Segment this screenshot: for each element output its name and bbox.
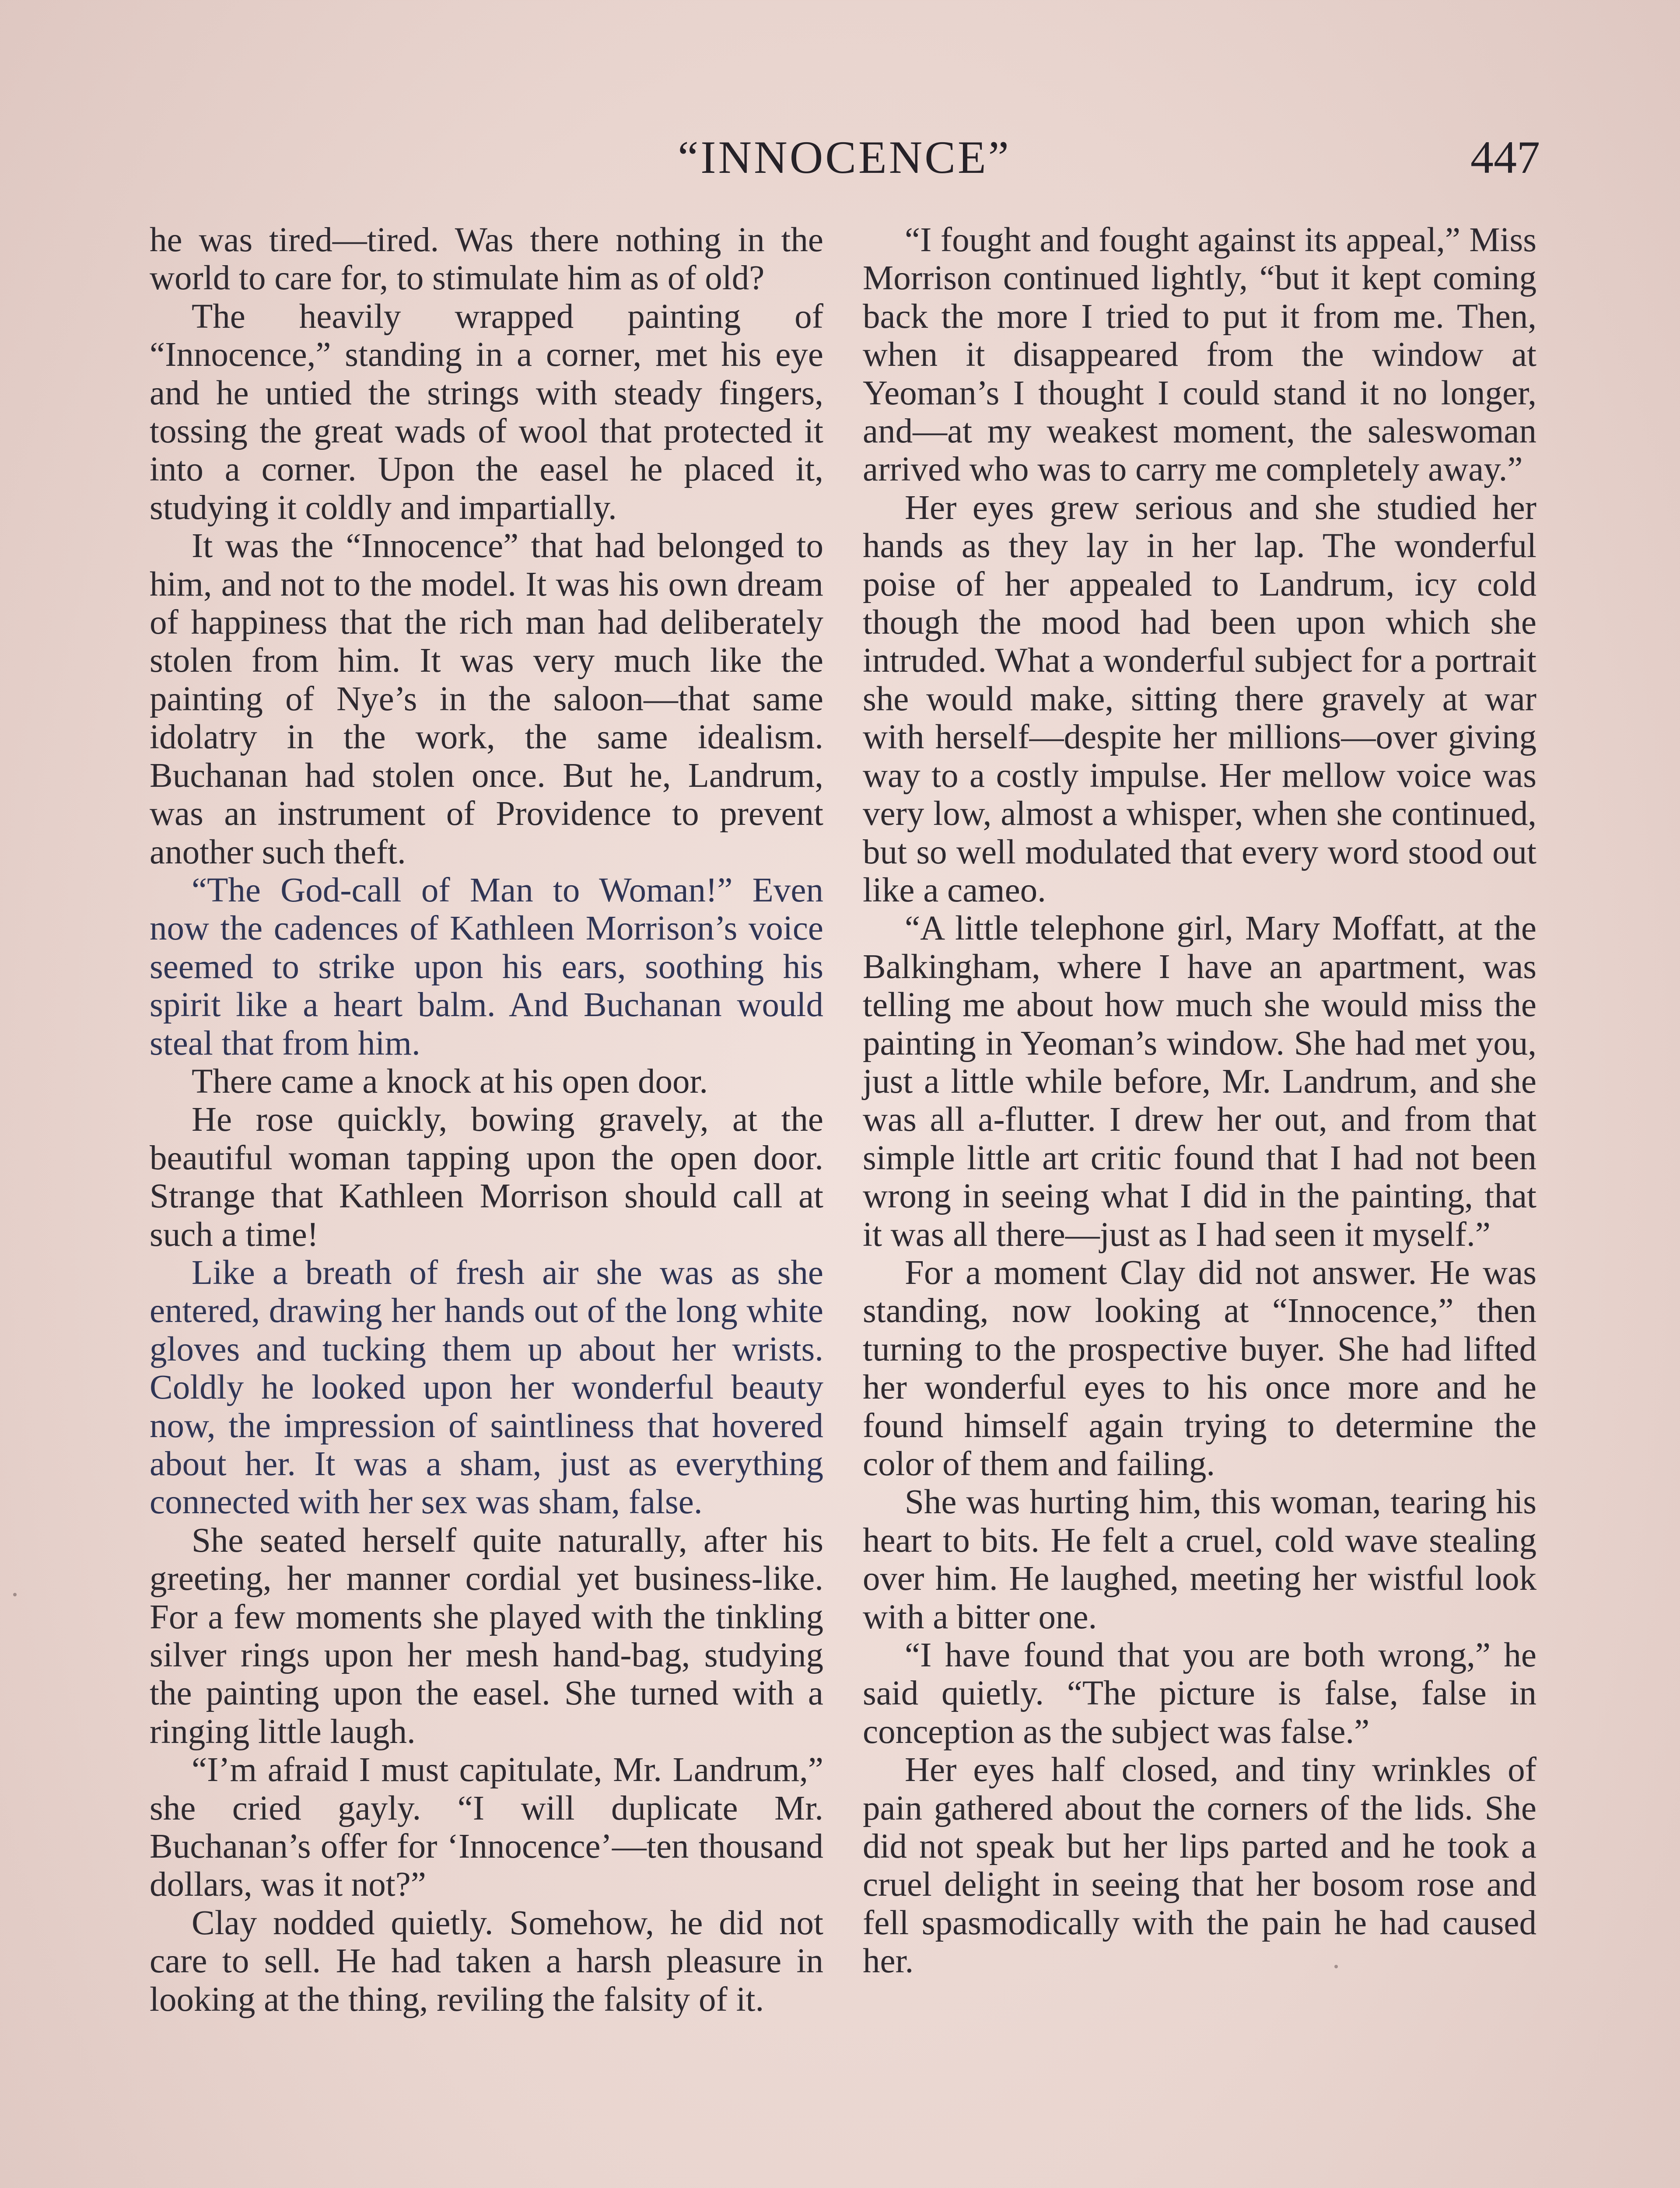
paragraph: She was hurting him, this woman, tearing his heart to bits. He felt a cruel, cold wave stealing over him. He laughed, meeting her wistful look with a bitter one. (863, 1483, 1536, 1636)
page-number: 447 (1470, 132, 1540, 183)
paragraph: he was tired—tired. Was there nothing in the world to care for, to stimulate him as of old? (150, 221, 823, 298)
paragraph: For a moment Clay did not answer. He was standing, now looking at “Innocence,” then turning to the prospective buyer. She had lifted her wonderful eyes to his once more and he found himself again trying to determine the color of them and failing. (863, 1253, 1536, 1483)
paragraph: “I’m afraid I must capitulate, Mr. Landrum,” she cried gayly. “I will duplicate Mr. Buchanan’s offer for ‘Innocence’—ten thousand dollars, was it not?” (150, 1751, 823, 1904)
paragraph: He rose quickly, bowing gravely, at the beautiful woman tapping upon the open door. Strange that Kathleen Morrison should call at such a time! (150, 1101, 823, 1254)
paragraph: Clay nodded quietly. Somehow, he did not care to sell. He had taken a harsh pleasure in looking at the thing, reviling the falsity of it. (150, 1904, 823, 2019)
paragraph: “I fought and fought against its appeal,” Miss Morrison continued lightly, “but it kept coming back the more I tried to put it from me. Then, when it disappeared from the window at Yeoman’s I thought I could stand it no longer, and—at my weakest moment, the saleswoman arrived who was to carry me completely away.” (863, 221, 1536, 489)
paragraph: Her eyes half closed, and tiny wrinkles of pain gathered about the corners of the lids. She did not speak but her lips parted and he took a cruel delight in seeing that her bosom rose and fell spasmodically with the pain he had caused her. (863, 1751, 1536, 1981)
left-column (150, 221, 823, 2019)
paper-speck (13, 1593, 17, 1596)
paragraph: She seated herself quite naturally, after his greeting, her manner cordial yet business-like. For a few moments she played with the tinkling silver rings upon her mesh hand-bag, studying the painting upon the easel. She turned with a ringing little laugh. (150, 1521, 823, 1751)
paragraph: The heavily wrapped painting of “Innocence,” standing in a corner, met his eye and he untied the strings with steady fingers, tossing the great wads of wool that protected it into a corner. Upon the easel he placed it, studying it coldly and impartially. (150, 297, 823, 527)
paragraph: “A little telephone girl, Mary Moffatt, at the Balkingham, where I have an apartment, was telling me about how much she would miss the painting in Yeoman’s window. She had met you, just a little while before, Mr. Landrum, and she was all a-flutter. I drew her out, and from that simple little art critic found that I had not been wrong in seeing what I did in the painting, that it was all there—just as I had seen it myself.” (863, 909, 1536, 1254)
paragraph: “I have found that you are both wrong,” he said quietly. “The picture is false, false in conception as the subject was false.” (863, 1636, 1536, 1751)
paragraph: Like a breath of fresh air she was as she entered, drawing her hands out of the long white gloves and tucking them up about her wrists. Coldly he looked upon her wonderful beauty now, the impression of saintliness that hovered about her. It was a sham, just as everything connected with her sex was sham, false. (150, 1253, 823, 1522)
story-title: “INNOCENCE” (678, 132, 1011, 183)
running-head (149, 127, 1540, 188)
paragraph: “The God-call of Man to Woman!” Even now the cadences of Kathleen Morrison’s voice seemed to strike upon his ears, soothing his spirit like a heart balm. And Buchanan would steal that from him. (150, 871, 823, 1062)
paragraph: Her eyes grew serious and she studied her hands as they lay in her lap. The wonderful poise of her appealed to Landrum, icy cold though the mood had been upon which she intruded. What a wonderful subject for a portrait she would make, sitting there gravely at war with herself—despite her millions—over giving way to a costly impulse. Her mellow voice was very low, almost a whisper, when she continued, but so well modulated that every word stood out like a cameo. (863, 488, 1536, 909)
paper-speck (1334, 1965, 1338, 1968)
paragraph: It was the “Innocence” that had belonged to him, and not to the model. It was his own dream of happiness that the rich man had deliberately stolen from him. It was very much like the painting of Nye’s in the saloon—that same idolatry in the work, the same idealism. Buchanan had stolen once. But he, Landrum, was an instrument of Providence to prevent another such theft. (150, 527, 823, 871)
right-column (863, 221, 1536, 1981)
paragraph: There came a knock at his open door. (192, 1062, 708, 1101)
